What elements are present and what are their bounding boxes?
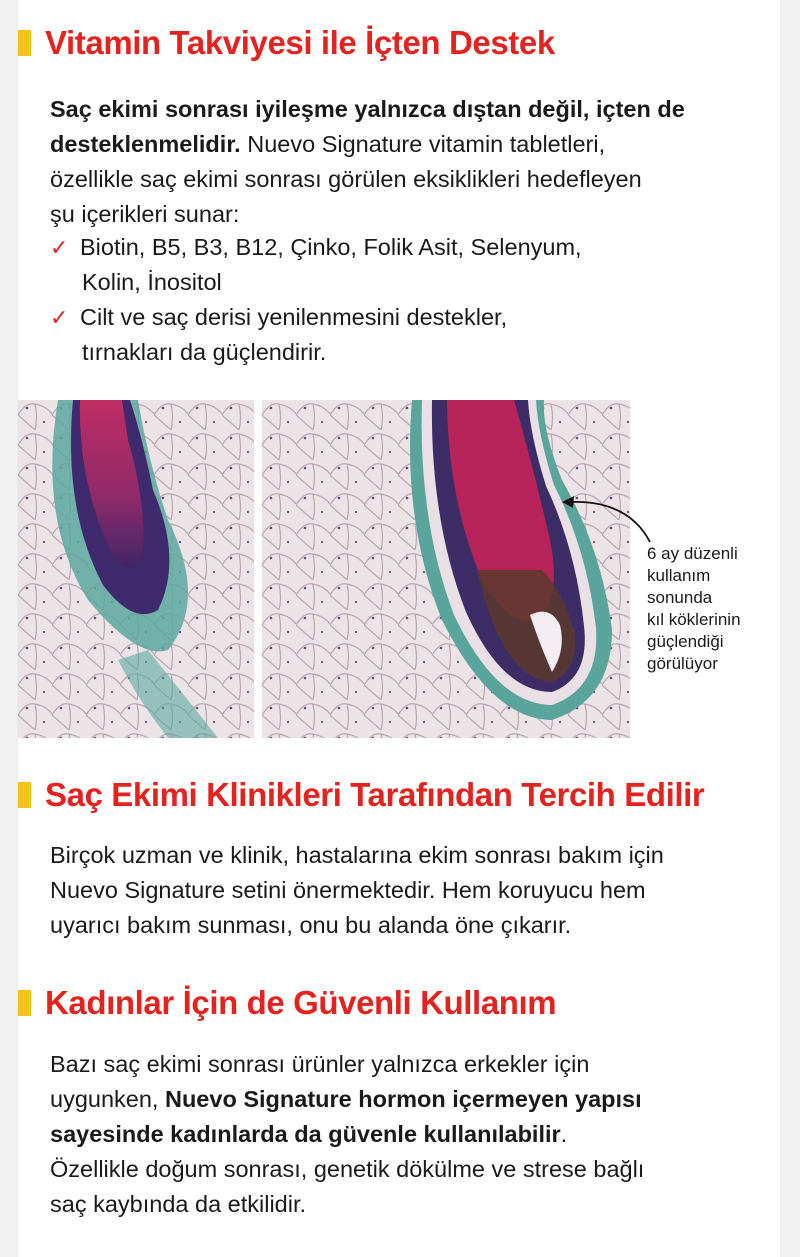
paragraph-line-plain: . (560, 1121, 568, 1147)
paragraph-line: Birçok uzman ve klinik, hastalarına ekim sonrası bakım için (50, 842, 664, 868)
title-marker-icon (18, 782, 31, 808)
list-item-line2: Kolin, İnositol (82, 269, 222, 295)
micrograph-before-image (18, 400, 254, 738)
list-item-line2: tırnakları da güçlendirir. (82, 339, 327, 365)
clinics-paragraph (50, 838, 770, 943)
image-caption (647, 543, 777, 675)
section-title-text: Kadınlar İçin de Güvenli Kullanım (45, 984, 557, 1021)
list-item (48, 230, 748, 300)
section-title-text: Vitamin Takviyesi ile İçten Destek (45, 24, 555, 61)
paragraph-line: Nuevo Signature setini önermektedir. Hem koruyucu hem (50, 877, 646, 903)
caption-line: görülüyor (647, 654, 718, 673)
intro-paragraph (50, 92, 770, 232)
ingredient-list (48, 230, 748, 370)
paragraph-line-plain: uygunken, (50, 1086, 165, 1112)
checkmark-icon: ✓ (50, 305, 69, 330)
caption-line: kullanım (647, 566, 711, 585)
title-marker-icon (18, 30, 31, 56)
caption-line: 6 ay düzenli (647, 544, 738, 563)
section-title-women (18, 984, 556, 1022)
callout-arrow-icon (558, 480, 668, 550)
caption-line: sonunda (647, 588, 713, 607)
article-page (18, 0, 780, 1257)
section-title-text: Saç Ekimi Klinikleri Tarafından Tercih Edilir (45, 776, 705, 813)
section-title-clinics (18, 776, 704, 814)
intro-bold-line1: Saç ekimi sonrası iyileşme yalnızca dıştan değil, içten de (50, 96, 685, 122)
list-item-line1: Cilt ve saç derisi yenilenmesini destekler, (80, 304, 508, 330)
intro-line3: özellikle saç ekimi sonrası görülen eksiklikleri hedefleyen (50, 166, 642, 192)
paragraph-line: Özellikle doğum sonrası, genetik dökülme ve strese bağlı (50, 1156, 645, 1182)
paragraph-line: saç kaybında da etkilidir. (50, 1191, 307, 1217)
paragraph-line: Bazı saç ekimi sonrası ürünler yalnızca erkekler için (50, 1051, 590, 1077)
women-paragraph (50, 1047, 770, 1222)
caption-line: güçlendiği (647, 632, 724, 651)
intro-line2-rest: Nuevo Signature vitamin tabletleri, (240, 131, 606, 157)
intro-bold-line2: desteklenmelidir. (50, 131, 241, 157)
section-title-vitamin (18, 24, 555, 62)
micrograph-after-image (262, 400, 630, 738)
paragraph-line: uyarıcı bakım sunması, onu bu alanda öne çıkarır. (50, 912, 572, 938)
checkmark-icon: ✓ (50, 235, 69, 260)
paragraph-line-bold: sayesinde kadınlarda da güvenle kullanılabilir (50, 1121, 561, 1147)
list-item (48, 300, 748, 370)
intro-line4: şu içerikleri sunar: (50, 201, 240, 227)
list-item-line1: Biotin, B5, B3, B12, Çinko, Folik Asit, Selenyum, (80, 234, 582, 260)
paragraph-line-bold: Nuevo Signature hormon içermeyen yapısı (164, 1086, 642, 1112)
caption-line: kıl köklerinin (647, 610, 741, 629)
title-marker-icon (18, 990, 31, 1016)
